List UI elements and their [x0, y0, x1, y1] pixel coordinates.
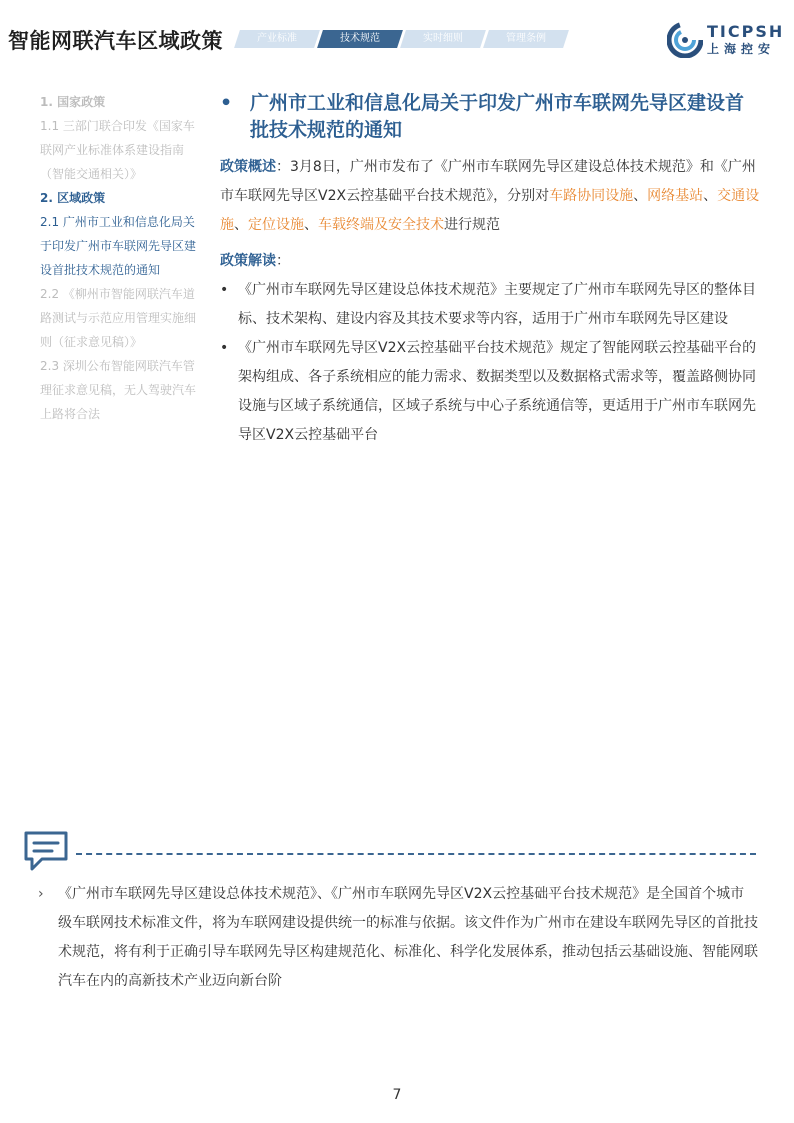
highlight-term: 定位设施	[248, 217, 304, 233]
highlight-term: 车路协同设施	[549, 188, 634, 204]
toc-item-2-1[interactable]: 2.1 广州市工业和信息化局关于印发广州市车联网先导区建设首批技术规范的通知	[40, 215, 197, 277]
summary-text: 《广州市车联网先导区建设总体技术规范》、《广州市车联网先导区V2X云控基础平台技术规范》是全国首个城市级车联网技术标准文件，将为车联网建设提供统一的标准与依据。该文件作为广州市在建设车联网先导区的首批技术规范，将有利于正确引导车联网先导区构建规范化、标准化、科学化发展体系，推动包括云基础设施、智能网联汽车在内的高新技术产业迈向新台阶	[58, 886, 758, 989]
tab-industry-standards[interactable]: 产业标准	[234, 30, 320, 48]
toc-item-1-1[interactable]: 1.1 三部门联合印发《国家车联网产业标准体系建设指南（智能交通相关）》	[40, 119, 195, 181]
company-logo	[667, 20, 787, 60]
logo-text: TICPSH	[707, 22, 785, 41]
article-title-text: 广州市工业和信息化局关于印发广州市车联网先导区建设首批技术规范的通知	[250, 92, 745, 141]
summary-paragraph	[38, 880, 758, 996]
highlight-term: 网络基站	[647, 188, 704, 204]
policy-interpretation: 政策解读： • 《广州市车联网先导区建设总体技术规范》主要规定了广州市车联网先导区的整体目标、技术架构、建设内容及其技术要求等内容，适用于广州市车联网先导区建设 • 《广州市车联网先导区V2X云控基础平台技术规范》规定了智能网联云控基础平台的架构组成、各子系统相应的能力需求、数据类型以及数据格式需求等，覆盖路侧协同设施与区域子系统通信，区域子系统与中心子系统通信等，更适用于广州市车联网先导区V2X云控基础平台	[220, 247, 760, 450]
interpretation-label: 政策解读	[220, 253, 276, 269]
table-of-contents	[40, 90, 200, 426]
toc-item-regional-policy[interactable]: 2. 区域政策	[40, 191, 106, 205]
logo-swirl-icon	[667, 22, 703, 58]
page-number: 7	[392, 1087, 402, 1103]
highlight-term: 车载终端及安全技术	[318, 217, 444, 233]
logo-subtext: 上海控安	[707, 42, 776, 56]
section-divider	[76, 853, 756, 855]
overview-label: 政策概述	[220, 159, 276, 175]
toc-item-2-3[interactable]: 2.3 深圳公布智能网联汽车管理征求意见稿，无人驾驶汽车上路将合法	[40, 359, 197, 421]
tab-technical-specs[interactable]: 技术规范	[317, 30, 403, 48]
title-bullet: •	[220, 92, 233, 114]
tab-implementation-rules[interactable]: 实时细则	[400, 30, 486, 48]
toc-item-national-policy[interactable]: 1. 国家政策	[40, 95, 106, 109]
toc-item-2-2[interactable]: 2.2 《柳州市智能网联汽车道路测试与示范应用管理实施细则（征求意见稿）》	[40, 287, 197, 349]
page-header-title: 智能网联汽车区域政策	[8, 29, 223, 53]
chat-bubble-icon	[22, 829, 70, 875]
overview-text: 3月8日，广州市发布了《广州市车联网先导区建设总体技术规范》和《广州市车联网先导区V2X云控基础平台技术规范》，分别对	[220, 159, 756, 204]
interpretation-point: • 《广州市车联网先导区建设总体技术规范》主要规定了广州市车联网先导区的整体目标、技术架构、建设内容及其技术要求等内容，适用于广州市车联网先导区建设	[220, 276, 760, 334]
tab-management-regulations[interactable]: 管理条例	[483, 30, 569, 48]
highlight-term: 交通设施	[220, 188, 760, 233]
policy-overview: 政策概述：3月8日，广州市发布了《广州市车联网先导区建设总体技术规范》和《广州市车联网先导区V2X云控基础平台技术规范》，分别对车路协同设施、网络基站、交通设施、定位设施、车载终端及安全技术进行规范	[220, 159, 760, 233]
chevron-right-icon: ›	[38, 886, 44, 902]
article-title	[220, 90, 760, 144]
interpretation-point: • 《广州市车联网先导区V2X云控基础平台技术规范》规定了智能网联云控基础平台的架构组成、各子系统相应的能力需求、数据类型以及数据格式需求等，覆盖路侧协同设施与区域子系统通信，区域子系统与中心子系统通信等，更适用于广州市车联网先导区V2X云控基础平台	[220, 334, 760, 450]
